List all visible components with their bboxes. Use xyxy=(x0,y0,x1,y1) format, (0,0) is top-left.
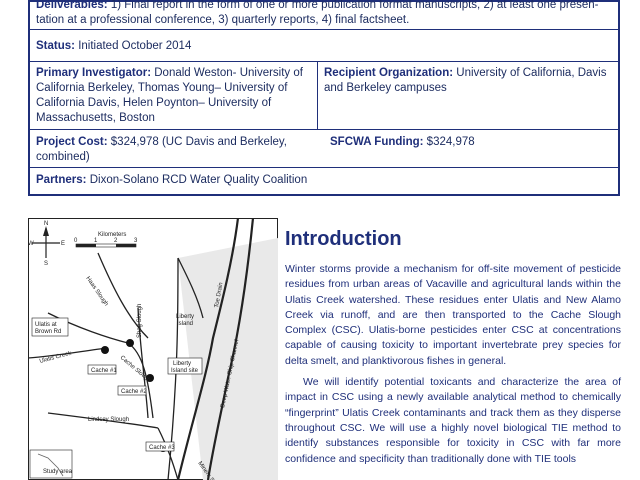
label-liberty-site: Liberty xyxy=(173,361,192,367)
label-deep-water-channel: Deep Water Ship Channel xyxy=(220,339,241,409)
label-cache-1: Cache #1 xyxy=(91,368,117,374)
deliverables-row xyxy=(30,2,618,30)
scale-0: 0 xyxy=(74,238,78,244)
intro-body xyxy=(285,262,621,473)
label-cache-3: Cache #3 xyxy=(149,445,175,451)
partners-label: Partners: xyxy=(36,174,87,186)
intro-paragraph-2: We will identify potential toxicants and characterize the area of impact in CSC using a newly available analytical method to chemically “fingerprint” Ulatis Creek contaminants and track them as they disperse throughout CSC. We will use a highly novel biological TIE method to identify substances responsible for toxicity in CSC with far more confidence and specificity than traditionally done with TIE tools xyxy=(285,376,621,465)
compass-east: E xyxy=(61,241,66,247)
partners-row xyxy=(30,168,618,196)
inset-map xyxy=(30,450,73,478)
site-ulatis-brown-rd xyxy=(101,346,109,354)
compass-west: W xyxy=(28,241,34,247)
deliverables-label: Deliverables: xyxy=(36,0,108,11)
partners-value: Dixon-Solano RCD Water Quality Coalition xyxy=(89,174,308,186)
pi-value: Donald Weston- University of California Berkeley, Thomas Young– University of California Davis, Helen Poynton– University of Massachusetts, Boston xyxy=(36,67,303,124)
label-cache-slough: Cache Slough xyxy=(118,354,152,384)
site-cache-1 xyxy=(126,339,134,347)
label-study-area: Study area xyxy=(43,469,73,475)
label-liberty: Liberty xyxy=(176,314,195,320)
recipient-cell xyxy=(318,62,618,130)
study-area-map xyxy=(28,218,278,480)
scale-1: 1 xyxy=(94,238,98,244)
label-haas-slough: Haas Slough xyxy=(84,275,109,308)
cost-row xyxy=(30,130,618,168)
deliverables-line2: tation at a professional conference, 3) quarterly reports, 4) final factsheet. xyxy=(36,14,410,26)
label-cache-2: Cache #2 xyxy=(121,389,147,395)
status-row xyxy=(30,30,618,62)
scale-2: 2 xyxy=(114,238,118,244)
cost-value: $324,978 (UC Davis and Berkeley, combined) xyxy=(36,136,287,163)
label-shag-slough: Shag Slough xyxy=(137,303,143,338)
funding-value: $324,978 xyxy=(426,136,475,148)
investigator-row xyxy=(30,62,618,130)
funding-cell xyxy=(324,130,618,168)
label-ulatis-at: Ulatis at xyxy=(35,322,57,328)
label-brown-rd: Brown Rd xyxy=(35,329,62,335)
status-label: Status: xyxy=(36,40,75,52)
label-island: Island xyxy=(177,321,194,327)
status-value: Initiated October 2014 xyxy=(78,40,192,52)
cost-cell xyxy=(30,130,318,168)
recipient-value: University of California, Davis and Berkeley campuses xyxy=(324,67,607,94)
deliverables-line1: 1) Final report in the form of one or more publication format manuscripts, 2) at least one presen- xyxy=(110,0,599,11)
label-ulatis-creek: Ulatis Creek xyxy=(38,350,73,365)
label-island-site: Island site xyxy=(171,368,199,374)
scale-title: Kilometers xyxy=(98,232,127,238)
investigator-cell xyxy=(30,62,318,130)
label-toe-drain: Toe Drain xyxy=(214,282,225,309)
recipient-label: Recipient Organization: xyxy=(324,67,454,79)
intro-title: Introduction xyxy=(285,228,402,250)
funding-label: SFCWA Funding: xyxy=(330,136,424,148)
pi-label: Primary Investigator: xyxy=(36,67,152,79)
project-info-table xyxy=(28,0,620,196)
cost-label: Project Cost: xyxy=(36,136,108,148)
label-lindsey-slough: Lindsey Slough xyxy=(88,417,130,423)
intro-paragraph-1: Winter storms provide a mechanism for off-site movement of pesticide residues from urban areas of Vacaville and agricultural lands within the Ulatis Creek watershed. These residues enter Ulatis and New Alamo Creek via runoff, and are then transported to the Cache Slough Complex (CSC). Ulatis-borne pesticides enter CSC at concentrations capable of causing toxicity to important invertebrate prey species for delta smelt, and planktivorous fishes in general. xyxy=(285,263,621,367)
compass-south: S xyxy=(44,261,49,267)
scale-3: 3 xyxy=(134,238,138,244)
compass-north: N xyxy=(44,221,49,227)
